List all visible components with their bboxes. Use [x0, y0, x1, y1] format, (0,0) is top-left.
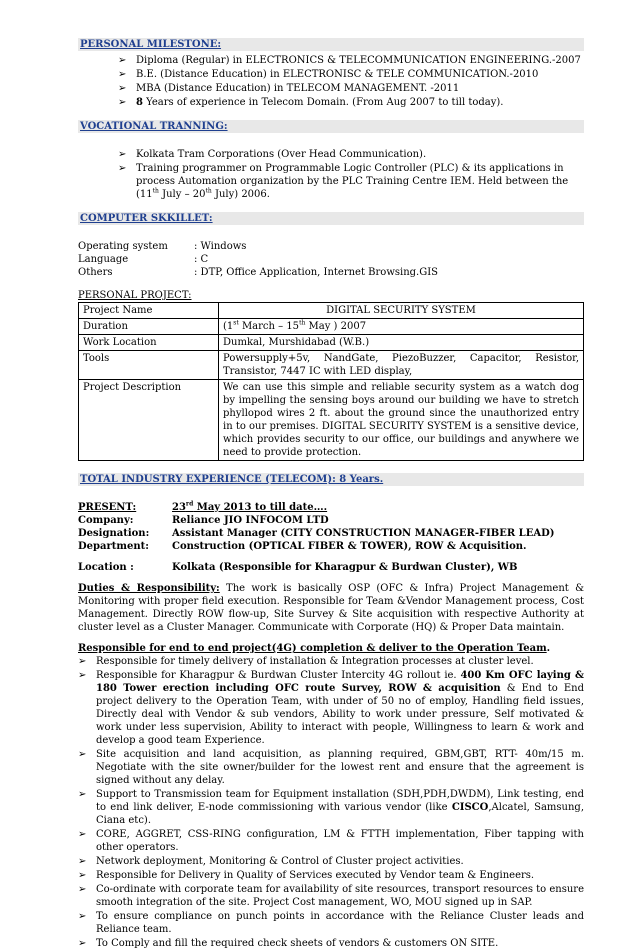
list-item: ➢ To Comply and fill the required check sheets of vendors & customers ON SITE. — [78, 937, 584, 950]
table-cell: We can use this simple and reliable security system as a watch dog by impelling the sensing boys around our building we have to stretch phyllopod wires 2 ft. about the ground since the unauthorized entry in to our premises. DIGITAL SECURITY SYSTEM is a sensitive device, which provides security to our office, our buildings and anywhere we need to provide protection. — [219, 380, 584, 461]
vocational-heading: VOCATIONAL TRANNING: — [78, 120, 584, 133]
list-item: ➢ B.E. (Distance Education) in ELECTRONISC & TELE COMMUNICATION.-2010 — [118, 68, 584, 81]
project-heading: PERSONAL PROJECT: — [78, 290, 192, 301]
superscript: th — [205, 187, 212, 195]
present-value — [172, 501, 327, 514]
list-item: ➢ MBA (Distance Education) in TELECOM MANAGEMENT. -2011 — [118, 82, 584, 95]
table-cell: Project Description — [79, 380, 219, 461]
project-table — [78, 302, 584, 461]
bullet-bold: 400 Km OFC laying & 180 Tower erection including OFC route Survey, ROW & acquisition — [96, 670, 584, 694]
table-row — [79, 303, 584, 319]
bullet-text: ,Alcatel, Samsung, Ciana etc). — [96, 802, 584, 826]
location-key: Location : — [78, 562, 134, 573]
superscript: th — [299, 319, 306, 327]
superscript: st — [233, 319, 239, 327]
table-row — [79, 351, 584, 380]
training-text: July – 20 — [158, 189, 206, 200]
skill-value: : DTP, Office Application, Internet Browsing.GIS — [194, 267, 439, 278]
skill-key: Operating system — [78, 241, 168, 252]
present-date: 23 — [172, 502, 186, 513]
list-item: ➢ Responsible for timely delivery of installation & Integration processes at cluster level. — [78, 655, 584, 668]
table-row — [79, 380, 584, 461]
table-cell: Powersupply+5v, NandGate, PiezoBuzzer, Capacitor, Resistor, Transistor, 7447 IC with LED display, — [219, 351, 584, 380]
company-row — [78, 514, 584, 527]
department-value: Construction (OPTICAL FIBER & TOWER), ROW & Acquisition. — [172, 541, 527, 552]
table-cell: Tools — [79, 351, 219, 380]
bullet-bold: CISCO — [451, 802, 489, 813]
bullet-text: & End to End project delivery to the Operation Team, with under of 50 no of employ, Handling field issues, Directly deal with Vendor & sub vendors, Ability to work under pressure, Self motivated & work under less supervision, Ability to interact with people, Willingness to learn & work and develop a good team Experience. — [96, 683, 584, 746]
skill-row — [78, 240, 584, 253]
present-date: May 2013 to till date…. — [193, 502, 328, 513]
table-row — [79, 335, 584, 351]
responsible-heading-dot: . — [546, 643, 551, 654]
responsible-heading-text: Responsible for end to end project(4G) completion & deliver to the Operation Team — [78, 643, 547, 654]
list-item: ➢ Responsible for Delivery in Quality of Services executed by Vendor team & Engineers. — [78, 869, 584, 882]
duties-label: Duties & Responsibility: — [78, 583, 220, 594]
list-item — [118, 162, 584, 201]
list-item — [78, 788, 584, 827]
total-experience-heading: TOTAL INDUSTRY EXPERIENCE (TELECOM): 8 Years. — [78, 473, 584, 486]
skill-row — [78, 253, 584, 266]
training-text: Training programmer on Programmable Logic Controller (PLC) & its applications in process Automation organization by the PLC Training Centre IEM. Held between the (11 — [136, 163, 569, 200]
company-value: Reliance JIO INFOCOM LTD — [172, 515, 329, 526]
table-row — [79, 319, 584, 335]
location-row — [78, 561, 584, 574]
skill-key: Others — [78, 267, 113, 278]
responsibility-list — [78, 655, 584, 950]
skill-value: : Windows — [194, 241, 247, 252]
superscript: th — [152, 187, 159, 195]
experience-text: Years of experience in Telecom Domain. (From Aug 2007 to till today). — [142, 97, 504, 108]
present-row — [78, 501, 584, 514]
list-item: ➢ Kolkata Tram Corporations (Over Head Communication). — [118, 148, 584, 161]
duties-paragraph — [78, 582, 584, 634]
bullet-text: Responsible for Kharagpur & Burdwan Cluster Intercity 4G rollout ie. — [96, 670, 461, 681]
responsible-heading — [78, 642, 584, 655]
milestone-list — [78, 54, 584, 109]
computer-heading: COMPUTER SKKILLET: — [78, 212, 584, 225]
skill-value: : C — [194, 254, 209, 265]
table-cell: Dumkal, Murshidabad (W.B.) — [219, 335, 584, 351]
present-key: PRESENT: — [78, 502, 137, 513]
duties-text: The work is basically OSP (OFC & Infra) Project Management & Monitoring with proper field execution. Responsible for Team &Vendor Management process, Cost Management. Directly ROW flow-up, Site Survey & Site acquisition with respective Authority at cluster level as a Cluster Manager. Communicate with Corporate (HQ) & Proper Data maintain. — [78, 583, 584, 633]
list-item — [78, 669, 584, 747]
list-item: ➢ Co-ordinate with corporate team for availability of site resources, transport resources to ensure smooth integration of the site. Project Cost management, WO, MOU signed up in SAP. — [78, 883, 584, 909]
resume-page — [78, 38, 584, 951]
list-item: ➢ Diploma (Regular) in ELECTRONICS & TELECOMMUNICATION ENGINEERING.-2007 — [118, 54, 584, 67]
list-item: ➢ Network deployment, Monitoring & Control of Cluster project activities. — [78, 855, 584, 868]
duration-text: March – 15 — [238, 321, 300, 332]
department-key: Department: — [78, 541, 149, 552]
bullet-text: Support to Transmission team for Equipment installation (SDH,PDH,DWDM), Link testing, end to end link deliver, E-node commissioning with various vendor (like — [96, 789, 584, 813]
list-item: ➢ Site acquisition and land acquisition, as planning required, GBM,GBT, RTT- 40m/15 m. Negotiate with the site owner/builder for the lowest rent and ensure that the agreement is signed without any delay. — [78, 748, 584, 787]
list-item: ➢ CORE, AGGRET, CSS-RING configuration, LM & FTTH implementation, Fiber tapping with other operators. — [78, 828, 584, 854]
company-key: Company: — [78, 515, 134, 526]
training-text: July) 2006. — [211, 189, 270, 200]
milestone-heading: PERSONAL MILESTONE: — [78, 38, 584, 51]
table-cell: DIGITAL SECURITY SYSTEM — [219, 303, 584, 319]
list-item: ➢ To ensure compliance on punch points in accordance with the Reliance Cluster leads and Reliance team. — [78, 910, 584, 936]
superscript: rd — [185, 500, 194, 508]
table-cell: Duration — [79, 319, 219, 335]
experience-years: 8 — [136, 97, 143, 108]
location-value: Kolkata (Responsible for Kharagpur & Burdwan Cluster), WB — [172, 562, 518, 573]
table-cell: Project Name — [79, 303, 219, 319]
skill-key: Language — [78, 254, 129, 265]
duration-text: (1 — [223, 321, 234, 332]
list-item — [118, 96, 584, 109]
designation-key: Designation: — [78, 528, 150, 539]
duration-text: May ) 2007 — [305, 321, 367, 332]
designation-value: Assistant Manager (CITY CONSTRUCTION MANAGER-FIBER LEAD) — [172, 528, 555, 539]
skill-row — [78, 266, 584, 279]
designation-row — [78, 527, 584, 540]
department-row — [78, 540, 584, 553]
vocational-list — [78, 148, 584, 201]
table-cell: Work Location — [79, 335, 219, 351]
table-cell — [219, 319, 584, 335]
